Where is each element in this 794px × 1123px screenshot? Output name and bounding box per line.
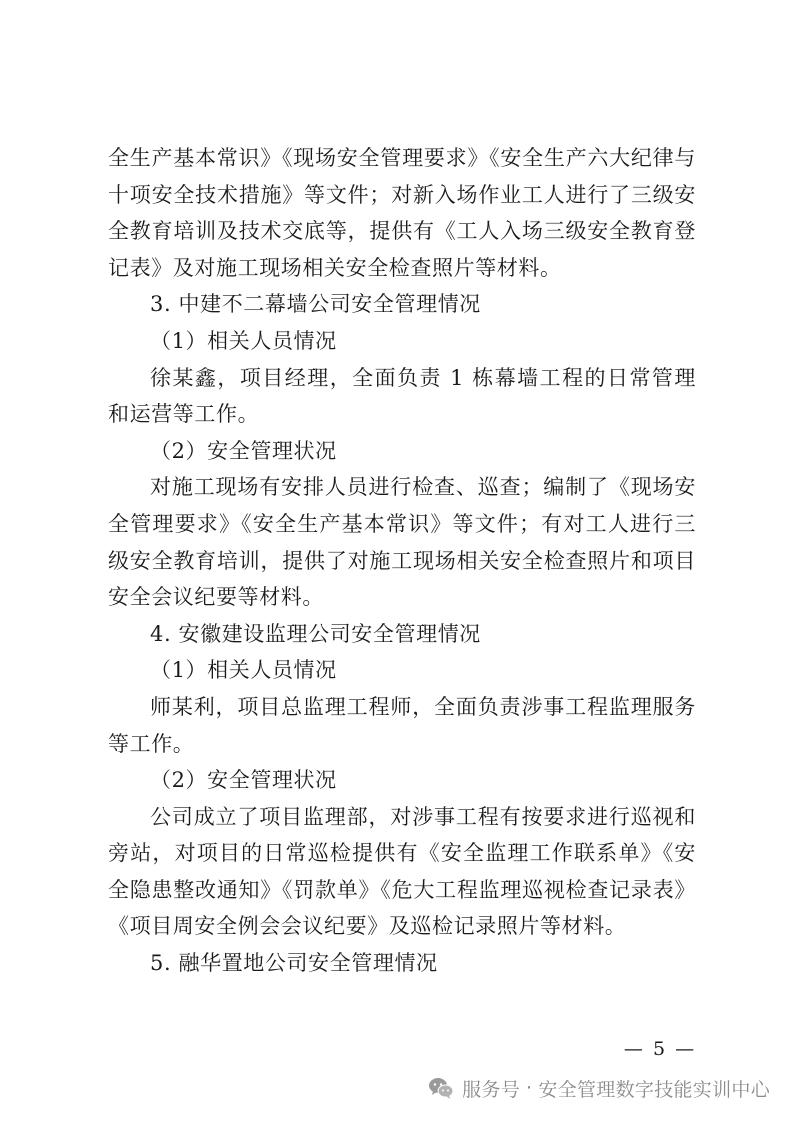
watermark-prefix: 服务号 xyxy=(462,1078,521,1101)
section-heading-5: 5. 融华置地公司安全管理情况 xyxy=(150,951,438,976)
paragraph: 对施工现场有安排人员进行检查、巡查；编制了《现场安全管理要求》《安全生产基本常识》等文件；有对工人进行三级安全教育培训，提供了对施工现场相关安全检查照片和项目安全会议纪要等材料。 xyxy=(108,475,696,610)
paragraph: 公司成立了项目监理部，对涉事工程有按要求进行巡视和旁站，对项目的日常巡检提供有《安全监理工作联系单》《安全隐患整改通知》《罚款单》《危大工程监理巡视检查记录表》《项目周安全例会会议纪要》及巡检记录照片等材料。 xyxy=(108,804,696,939)
wechat-icon xyxy=(428,1076,454,1100)
watermark-separator: · xyxy=(526,1077,533,1099)
subheading-safety-status: （2）安全管理状况 xyxy=(150,438,337,463)
page-number: — 5 — xyxy=(623,1038,697,1060)
paragraph: 师某利，项目总监理工程师，全面负责涉事工程监理服务等工作。 xyxy=(108,694,696,756)
subheading-safety-status: （2）安全管理状况 xyxy=(150,768,337,793)
body-text xyxy=(108,140,696,982)
paragraph-continued: 全生产基本常识》《现场安全管理要求》《安全生产六大纪律与十项安全技术措施》等文件；对新入场作业工人进行了三级安全教育培训及技术交底等，提供有《工人入场三级安全教育登记表》及对施工现场相关安全检查照片等材料。 xyxy=(108,146,696,280)
subheading-personnel: （1）相关人员情况 xyxy=(150,658,337,683)
watermark xyxy=(428,1072,770,1104)
section-heading-4: 4. 安徽建设监理公司安全管理情况 xyxy=(150,621,481,646)
paragraph: 徐某鑫，项目经理，全面负责 1 栋幕墙工程的日常管理和运营等工作。 xyxy=(108,365,696,427)
subheading-personnel: （1）相关人员情况 xyxy=(150,328,337,353)
section-heading-3: 3. 中建不二幕墙公司安全管理情况 xyxy=(150,292,481,317)
watermark-account: 安全管理数字技能实训中心 xyxy=(538,1078,770,1101)
